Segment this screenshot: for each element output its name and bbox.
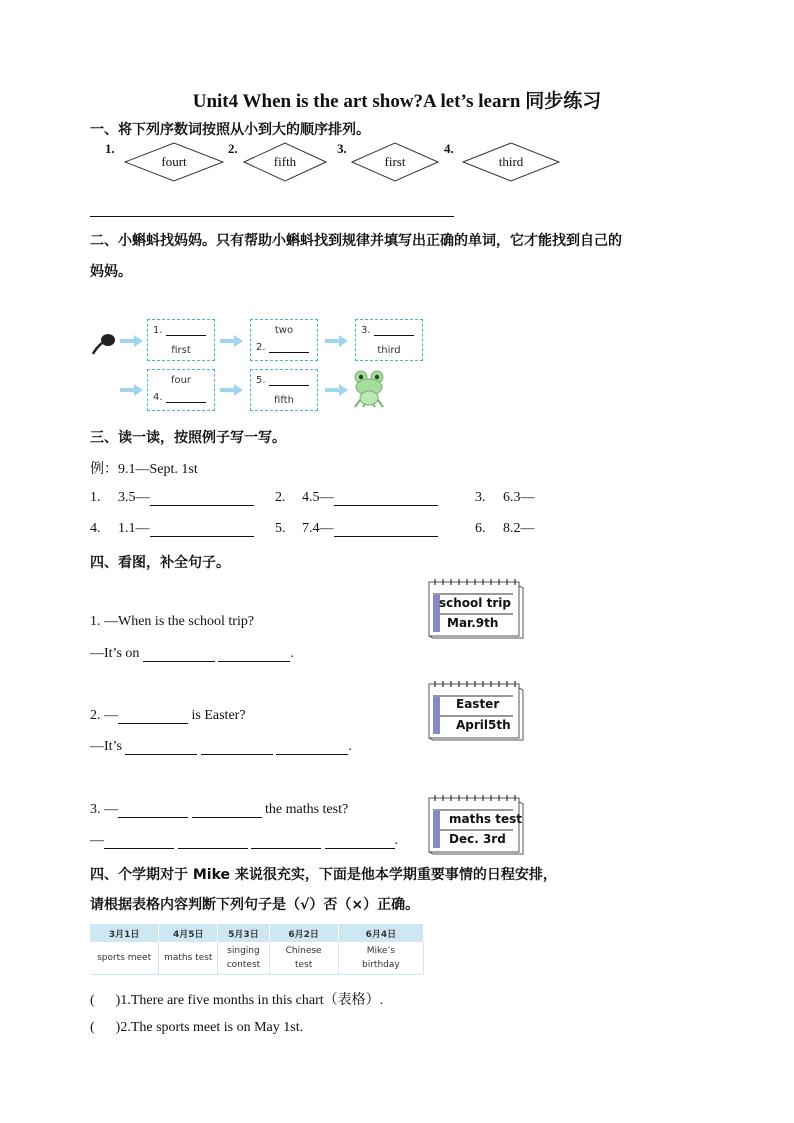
date-item <box>90 490 101 506</box>
cell-text: maths test <box>164 953 213 963</box>
date-text: 6.3— <box>503 490 535 505</box>
calendar-date: Dec. 3rd <box>449 832 506 846</box>
item-number: 5. <box>275 521 286 536</box>
date-item <box>90 521 101 537</box>
box-word: two <box>274 325 294 336</box>
question-2 <box>90 708 246 724</box>
box-word: third <box>377 345 401 356</box>
arrow-right-icon <box>120 335 144 347</box>
table-header-row <box>90 924 424 942</box>
answer-blank[interactable] <box>334 491 438 506</box>
box-word: fifth <box>274 395 294 406</box>
date-text: 8.2— <box>503 521 535 536</box>
tadpole-icon <box>90 330 118 356</box>
answer-2: —It’s . <box>90 739 352 754</box>
box-word: first <box>171 345 191 356</box>
date-item <box>275 521 286 537</box>
question-prefix: 3. — <box>90 802 118 817</box>
date-text: 4.5— <box>302 490 334 505</box>
blank-number: 4. <box>153 392 163 403</box>
diamond-word: fifth <box>273 154 297 169</box>
item-number: 1. <box>90 490 101 505</box>
table-row <box>90 942 424 975</box>
date-text: 7.4— <box>302 521 334 536</box>
section2-heading-line2: 妈妈。 <box>90 264 132 280</box>
item-number: 4. <box>90 521 101 536</box>
date-item <box>275 490 286 506</box>
section3-heading: 三、读一读，按照例子写一写。 <box>90 430 286 446</box>
date-text: 3.5— <box>118 490 150 505</box>
calendar-event: school trip <box>439 596 511 610</box>
frog-icon <box>352 370 386 408</box>
arrow-right-icon <box>220 335 244 347</box>
arrow-right-icon <box>220 384 244 396</box>
answer-1: —It’s on . <box>90 646 294 661</box>
cell-text: singing <box>227 946 260 956</box>
section5-heading-line1: 四、个学期对于 Mike 来说很充实，下面是他本学期重要事情的日程安排， <box>90 867 557 883</box>
calendar-date: Mar.9th <box>447 616 499 630</box>
answer-blank[interactable] <box>192 803 262 818</box>
table-header: 6月4日 <box>338 924 423 942</box>
answer-prefix: —It’s <box>90 739 122 754</box>
cell-text: sports meet <box>97 953 152 963</box>
date-item <box>475 490 486 506</box>
calendar-event: maths test <box>449 812 522 826</box>
item-number: 3. <box>475 490 486 505</box>
sequence-box-4 <box>147 369 215 411</box>
answer-blank[interactable] <box>118 803 188 818</box>
diamond-word: fourt <box>161 154 187 169</box>
section1-heading: 一、将下列序数词按照从小到大的顺序排列。 <box>90 122 370 138</box>
fill-blank[interactable] <box>166 393 206 403</box>
answer-blank[interactable] <box>125 740 197 755</box>
blank-number: 2. <box>256 342 266 353</box>
table-cell <box>90 942 159 975</box>
section4-heading: 四、看图，补全句子。 <box>90 555 230 571</box>
question-3 <box>90 802 348 818</box>
answer-line[interactable] <box>90 216 454 217</box>
answer-blank[interactable] <box>218 647 290 662</box>
item-number: 6. <box>475 521 486 536</box>
date-item <box>302 521 438 537</box>
answer-blank[interactable] <box>150 522 254 537</box>
answer-prefix: —It’s on <box>90 646 140 661</box>
section2-heading-line1: 二、小蝌蚪找妈妈。只有帮助小蝌蚪找到规律并填写出正确的单词，它才能找到自己的 <box>90 233 622 249</box>
diamond-word: third <box>498 154 524 169</box>
answer-blank[interactable] <box>201 740 273 755</box>
example-text: 例：9.1—Sept. 1st <box>90 462 198 477</box>
table-cell <box>218 942 269 975</box>
answer-blank[interactable] <box>178 834 248 849</box>
answer-blank[interactable] <box>150 491 254 506</box>
cell-text: Chinese <box>285 946 322 956</box>
cell-text: birthday <box>362 960 400 970</box>
calendar-event: Easter <box>456 697 500 711</box>
table-cell <box>338 942 423 975</box>
date-item <box>503 490 535 506</box>
date-item <box>302 490 438 506</box>
arrow-right-icon <box>325 384 349 396</box>
calendar-date: April5th <box>456 718 511 732</box>
item1-number: 1. <box>105 141 115 156</box>
blank-number: 1. <box>153 325 163 336</box>
answer-blank[interactable] <box>118 709 188 724</box>
fill-blank[interactable] <box>269 376 309 386</box>
answer-blank[interactable] <box>143 647 215 662</box>
table-header: 6月2日 <box>269 924 338 942</box>
page-title: Unit4 When is the art show?A let’s learn 同步练习 <box>192 91 602 112</box>
answer-blank[interactable] <box>325 834 395 849</box>
sequence-box-5 <box>250 369 318 411</box>
question-1: 1. —When is the school trip? <box>90 614 255 629</box>
cell-text: Mike’s <box>366 946 395 956</box>
question-suffix: the maths test? <box>265 802 349 817</box>
sequence-box-1 <box>147 319 215 361</box>
table-header: 5月3日 <box>218 924 269 942</box>
item-number: 2. <box>275 490 286 505</box>
date-item <box>118 490 254 506</box>
answer-blank[interactable] <box>104 834 174 849</box>
box-word: four <box>170 375 192 386</box>
schedule-table <box>90 924 424 975</box>
answer-blank[interactable] <box>334 522 438 537</box>
sequence-box-3 <box>355 319 423 361</box>
table-header: 3月1日 <box>90 924 159 942</box>
date-text: 1.1— <box>118 521 150 536</box>
arrow-right-icon <box>120 384 144 396</box>
blank-number: 5. <box>256 375 266 386</box>
blank-number: 3. <box>361 325 371 336</box>
date-item <box>503 521 535 537</box>
answer-blank[interactable] <box>251 834 321 849</box>
question-suffix: is Easter? <box>191 708 246 723</box>
cell-text: test <box>294 960 313 970</box>
item3-number: 3. <box>337 141 347 156</box>
sequence-box-2 <box>250 319 318 361</box>
item2-number: 2. <box>228 141 238 156</box>
cell-text: contest <box>226 960 261 970</box>
answer-prefix: — <box>90 833 104 848</box>
judgement-2: ( )2.The sports meet is on May 1st. <box>90 1020 304 1035</box>
item4-number: 4. <box>444 141 454 156</box>
table-header: 4月5日 <box>159 924 218 942</box>
judgement-1: ( )1.There are five months in this chart（表格）. <box>90 993 384 1008</box>
section5-heading-line2: 请根据表格内容判断下列句子是（√）否（×）正确。 <box>90 897 420 913</box>
table-cell <box>269 942 338 975</box>
answer-3: — . <box>90 833 398 848</box>
date-item <box>475 521 486 537</box>
question-prefix: 2. — <box>90 708 118 723</box>
fill-blank[interactable] <box>166 326 206 336</box>
arrow-right-icon <box>325 335 349 347</box>
answer-blank[interactable] <box>276 740 348 755</box>
date-item <box>118 521 254 537</box>
fill-blank[interactable] <box>269 343 309 353</box>
fill-blank[interactable] <box>374 326 414 336</box>
table-cell <box>159 942 218 975</box>
diamond-word: first <box>384 154 406 169</box>
